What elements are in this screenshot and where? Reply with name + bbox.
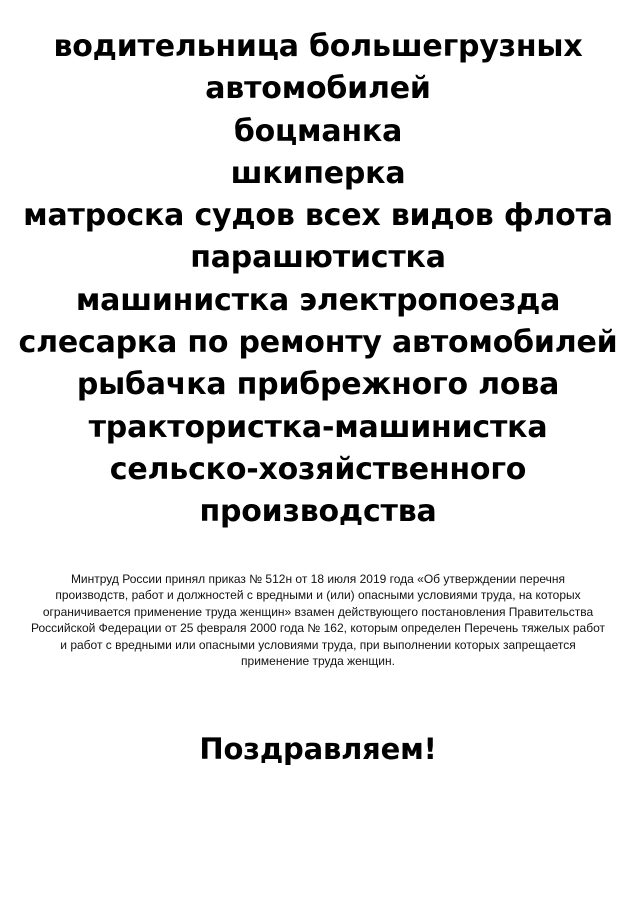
notice-line: производств, работ и должностей с вредными и (или) опасными условиями труда, на которых	[55, 588, 581, 603]
profession-line: водительница большегрузных	[53, 29, 583, 64]
notice-line: ограничивается применение труда женщин» взамен действующего постановления Правительства	[42, 604, 594, 619]
profession-line: матроска судов всех видов флота	[23, 198, 613, 234]
ministry-notice	[30, 571, 606, 669]
profession-line: слесарка по ремонту автомобилей	[18, 325, 618, 361]
profession-line: боцманка	[233, 113, 403, 149]
profession-line: производства	[199, 494, 437, 530]
notice-line: Российской Федерации от 25 февраля 2000 года № 162, которым определен Перечень тяжелых работ	[31, 621, 605, 636]
notice-line: применение труда женщин.	[241, 654, 395, 669]
profession-line: автомобилей	[205, 71, 431, 107]
profession-line: сельско-хозяйственного	[109, 451, 527, 487]
profession-line: рыбачка прибрежного лова	[76, 367, 560, 403]
congratulations-heading: Поздравляем!	[199, 732, 437, 766]
profession-line: трактористка-машинистка	[88, 409, 548, 445]
professions-list	[0, 26, 636, 534]
notice-line: и работ с вредными или опасными условиями труда, при выполнении которых запрещается	[60, 637, 576, 652]
profession-line: парашютистка	[190, 240, 446, 276]
profession-line: машинистка электропоезда	[75, 282, 561, 318]
profession-line: шкиперка	[230, 155, 406, 191]
notice-line: Минтруд России принял приказ № 512н от 18 июля 2019 года «Об утверждении перечня	[70, 572, 566, 586]
